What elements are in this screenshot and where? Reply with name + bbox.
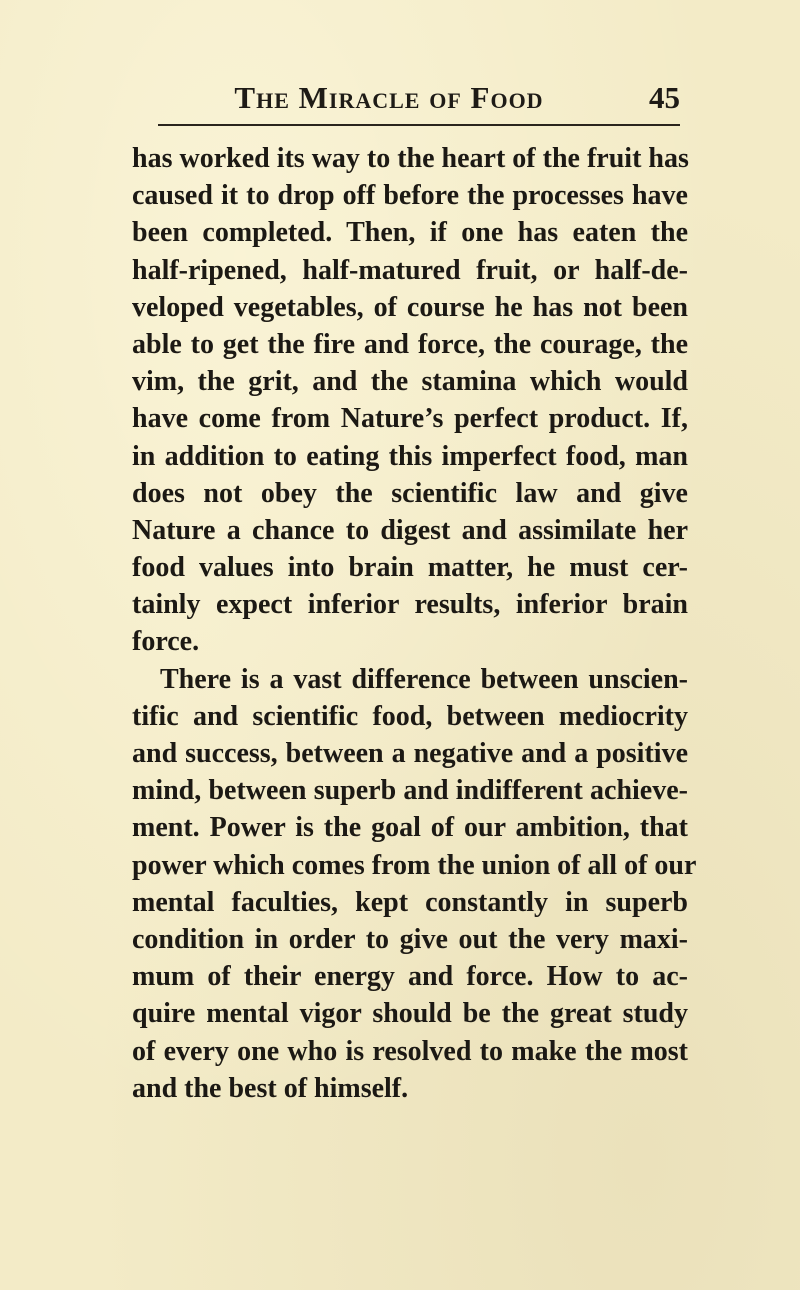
- text-line: half-ripened, half-matured fruit, or half-de-: [132, 254, 688, 286]
- text-line: force.: [132, 626, 200, 658]
- text-line: and the best of himself.: [132, 1072, 409, 1104]
- text-line: vim, the grit, and the stamina which would: [132, 366, 688, 398]
- text-line: veloped vegetables, of course he has not been: [132, 291, 688, 323]
- text-line: food values into brain matter, he must cer-: [132, 552, 688, 584]
- text-line: has worked its way to the heart of the fruit has: [132, 143, 689, 174]
- text-line: able to get the fire and force, the courage, the: [132, 328, 688, 360]
- text-line: been completed. Then, if one has eaten the: [132, 217, 688, 249]
- running-title: The Miracle of Food: [234, 80, 544, 115]
- text-line: tainly expect inferior results, inferior brain: [132, 589, 688, 621]
- text-line: of every one who is resolved to make the most: [132, 1035, 688, 1067]
- text-line: mental faculties, kept constantly in superb: [132, 886, 688, 918]
- running-head: [158, 78, 680, 118]
- text-line: Nature a chance to digest and assimilate her: [132, 514, 688, 546]
- body-text: [132, 140, 697, 1107]
- text-line: mum of their energy and force. How to ac-: [132, 961, 688, 993]
- text-line: have come from Nature’s perfect product. If,: [132, 403, 688, 435]
- text-line: tific and scientific food, between mediocrity: [132, 700, 688, 732]
- text-line: does not obey the scientific law and give: [132, 477, 688, 509]
- header-rule: [158, 124, 680, 126]
- text-line: condition in order to give out the very maxi-: [132, 923, 688, 955]
- text-line: power which comes from the union of all of our: [132, 849, 697, 881]
- text-line: mind, between superb and indifferent achieve-: [132, 775, 688, 807]
- text-line: in addition to eating this imperfect food, man: [132, 440, 688, 472]
- text-line: There is a vast difference between unscien-: [160, 663, 688, 695]
- text-line: and success, between a negative and a positive: [132, 738, 688, 769]
- text-line: ment. Power is the goal of our ambition, that: [132, 812, 688, 844]
- page-number: 45: [649, 80, 680, 115]
- text-line: quire mental vigor should be the great study: [132, 998, 688, 1030]
- text-line: caused it to drop off before the processes have: [132, 180, 688, 212]
